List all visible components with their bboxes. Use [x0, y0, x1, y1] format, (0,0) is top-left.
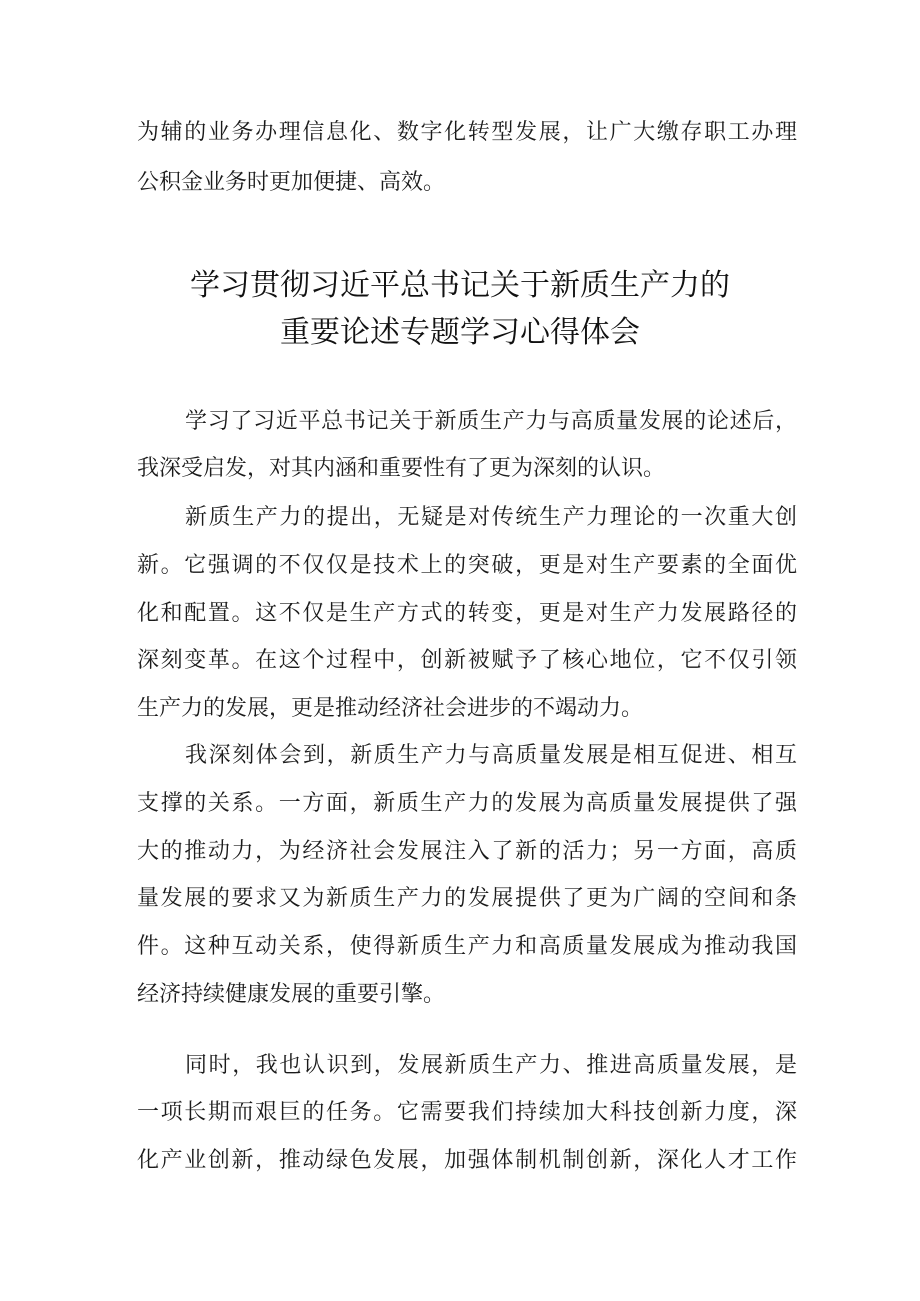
continuation-line-1: 为辅的业务办理信息化、数字化转型发展，让广大缴存职工办理 — [137, 120, 797, 145]
paragraph-3-line-5: 件。这种互动关系，使得新质生产力和高质量发展成为推动我国 — [137, 934, 797, 959]
document-title-line-1: 学习贯彻习近平总书记关于新质生产力的 — [190, 268, 730, 303]
continuation-line-2: 公积金业务时更加便捷、高效。 — [137, 170, 446, 195]
paragraph-1-line-2: 我深受启发，对其内涵和重要性有了更为深刻的认识。 — [137, 456, 666, 481]
document-title-line-2: 重要论述专题学习心得体会 — [280, 315, 640, 350]
paragraph-4-line-3: 化产业创新，推动绿色发展，加强体制机制创新，深化人才工作 — [137, 1148, 797, 1173]
paragraph-2-line-1: 新质生产力的提出，无疑是对传统生产力理论的一次重大创 — [185, 505, 797, 530]
paragraph-2-line-2: 新。它强调的不仅仅是技术上的突破，更是对生产要素的全面优 — [137, 553, 797, 578]
paragraph-2-line-4: 深刻变革。在这个过程中，创新被赋予了核心地位，它不仅引领 — [137, 648, 797, 673]
paragraph-3-line-3: 大的推动力，为经济社会发展注入了新的活力；另一方面，高质 — [137, 839, 797, 864]
paragraph-3-line-1: 我深刻体会到，新质生产力与高质量发展是相互促进、相互 — [185, 743, 797, 768]
paragraph-4-line-1: 同时，我也认识到，发展新质生产力、推进高质量发展，是 — [185, 1053, 797, 1078]
paragraph-3-line-6: 经济持续健康发展的重要引擎。 — [137, 982, 446, 1007]
paragraph-2-line-5: 生产力的发展，更是推动经济社会进步的不竭动力。 — [137, 696, 644, 721]
paragraph-3-line-4: 量发展的要求又为新质生产力的发展提供了更为广阔的空间和条 — [137, 886, 797, 911]
paragraph-1-line-1: 学习了习近平总书记关于新质生产力与高质量发展的论述后， — [185, 409, 797, 434]
paragraph-3-line-2: 支撑的关系。一方面，新质生产力的发展为高质量发展提供了强 — [137, 791, 797, 816]
paragraph-2-line-3: 化和配置。这不仅是生产方式的转变，更是对生产力发展路径的 — [137, 601, 797, 626]
paragraph-4-line-2: 一项长期而艰巨的任务。它需要我们持续加大科技创新力度，深 — [137, 1100, 797, 1125]
